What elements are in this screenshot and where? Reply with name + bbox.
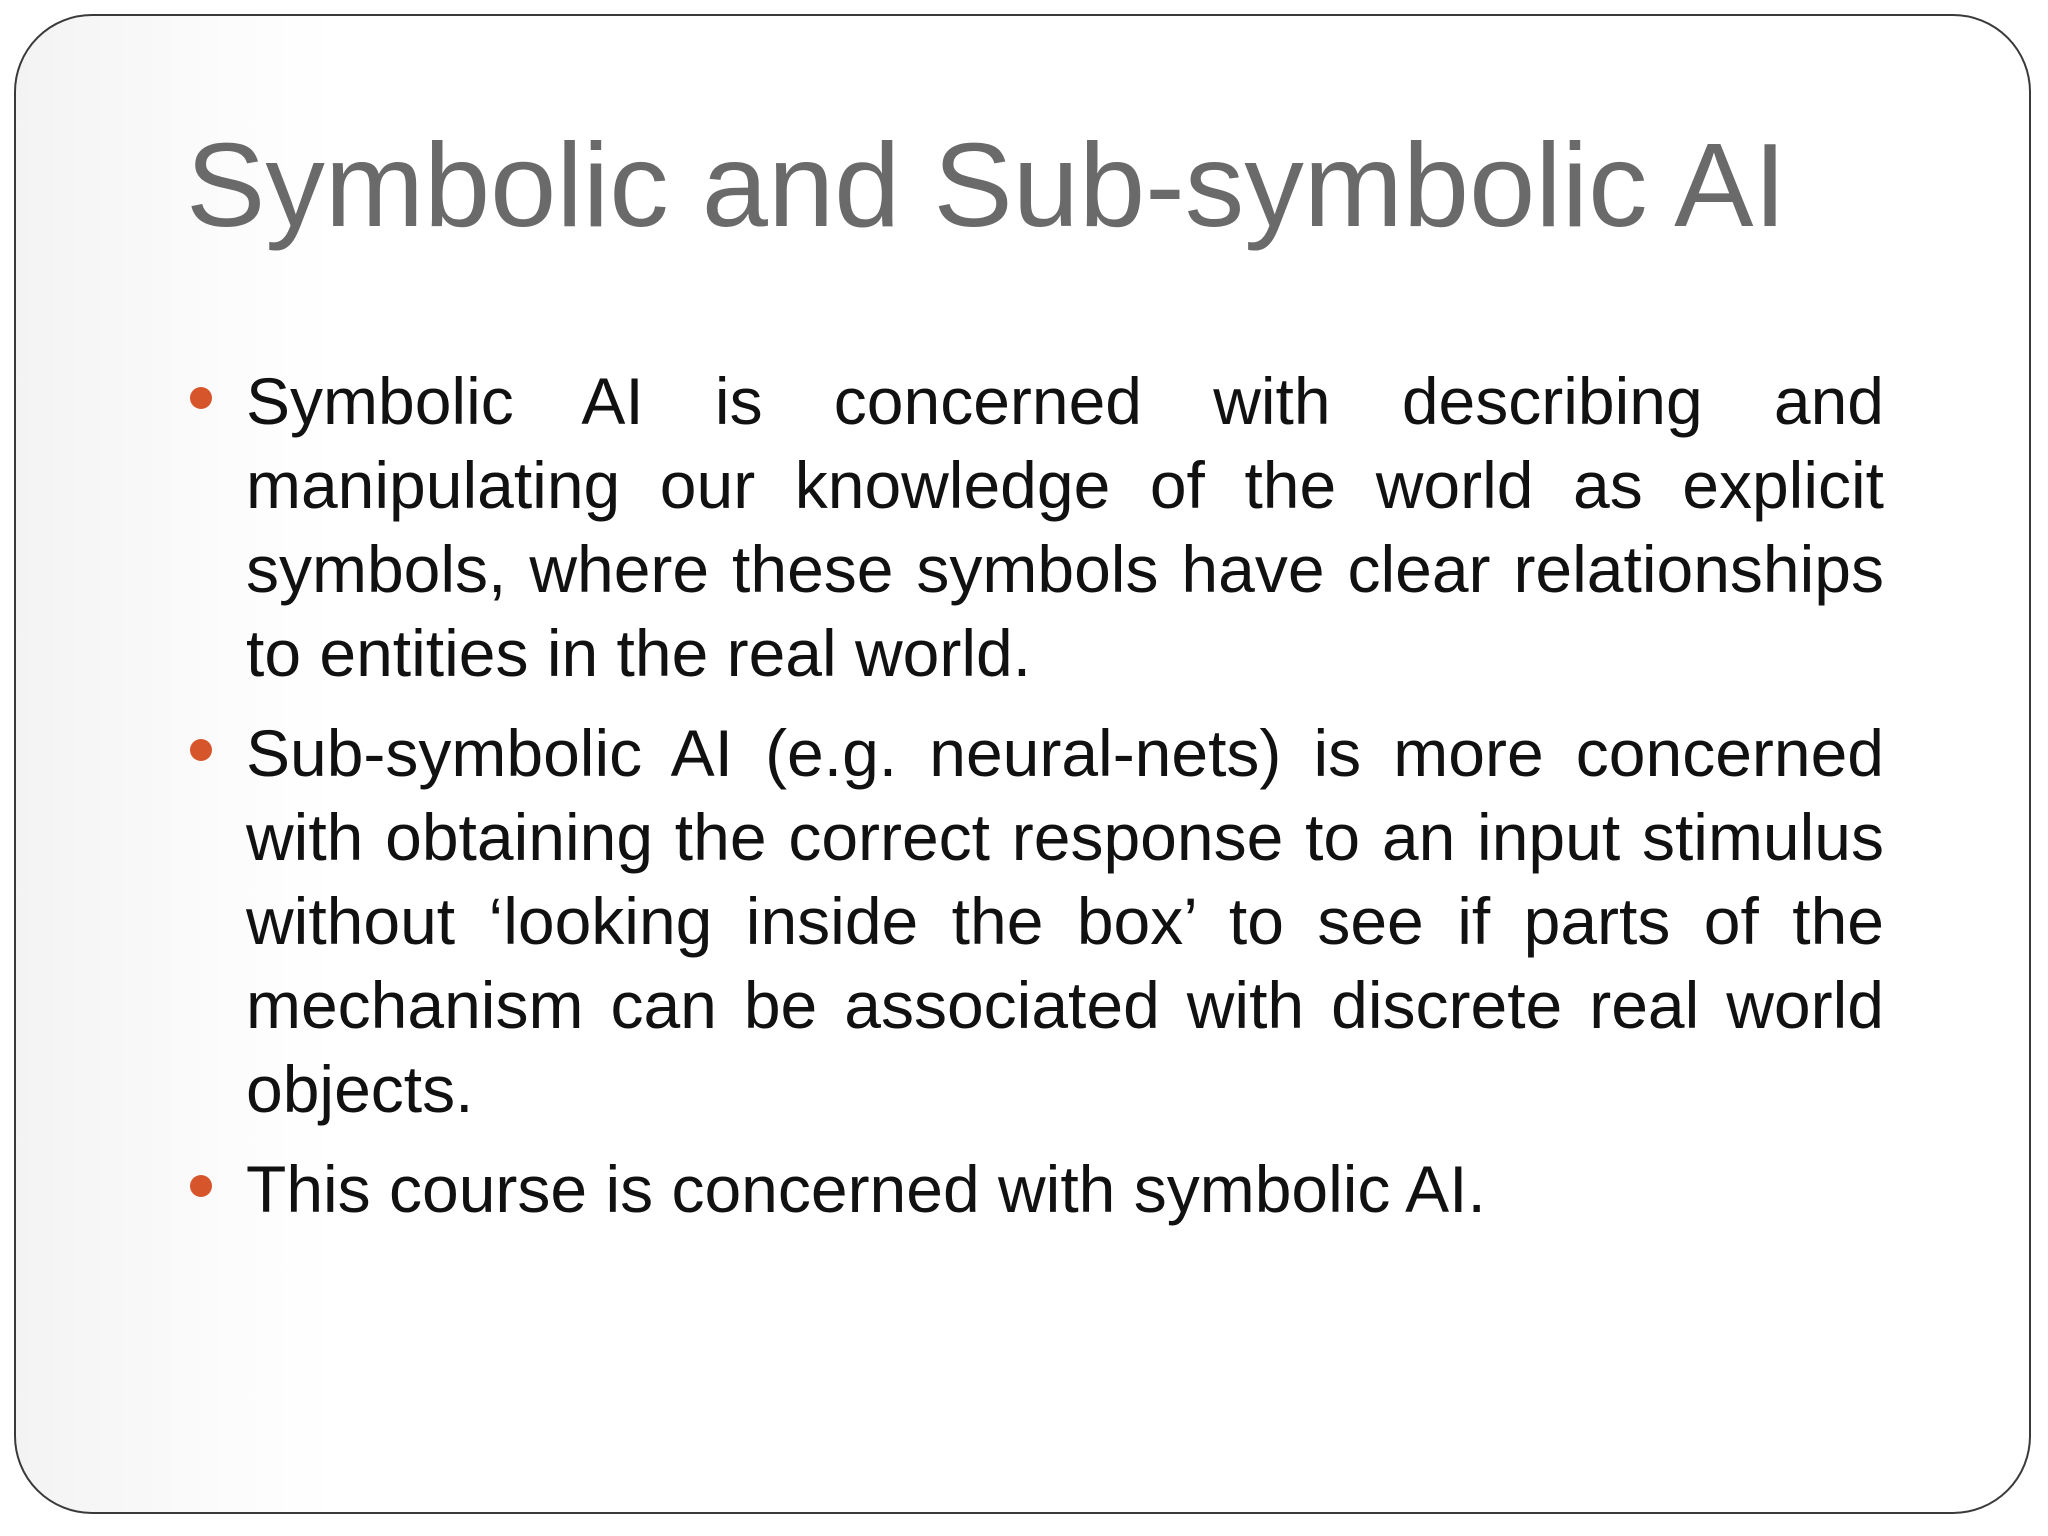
slide (14, 14, 2031, 1514)
bullet-text: Symbolic AI is concerned with describing and manipulating our knowledge of the world as explicit symbols, where these symbols have clear relationships to entities in the real world. (246, 364, 1884, 690)
bullet-item-symbolic-ai (246, 359, 1884, 695)
bullet-dot-icon (190, 1175, 212, 1197)
bullet-list (246, 359, 1884, 1247)
bullet-dot-icon (190, 739, 212, 761)
bullet-item-sub-symbolic-ai (246, 711, 1884, 1131)
bullet-item-course-focus (246, 1147, 1884, 1231)
bullet-dot-icon (190, 387, 212, 409)
bullet-text: Sub-symbolic AI (e.g. neural-nets) is more concerned with obtaining the correct response to an input stimulus without ‘looking inside the box’ to see if parts of the mechanism can be associated with discrete real world objects. (246, 716, 1884, 1126)
bullet-text: This course is concerned with symbolic AI. (246, 1152, 1486, 1226)
slide-title: Symbolic and Sub-symbolic AI (186, 119, 1787, 252)
